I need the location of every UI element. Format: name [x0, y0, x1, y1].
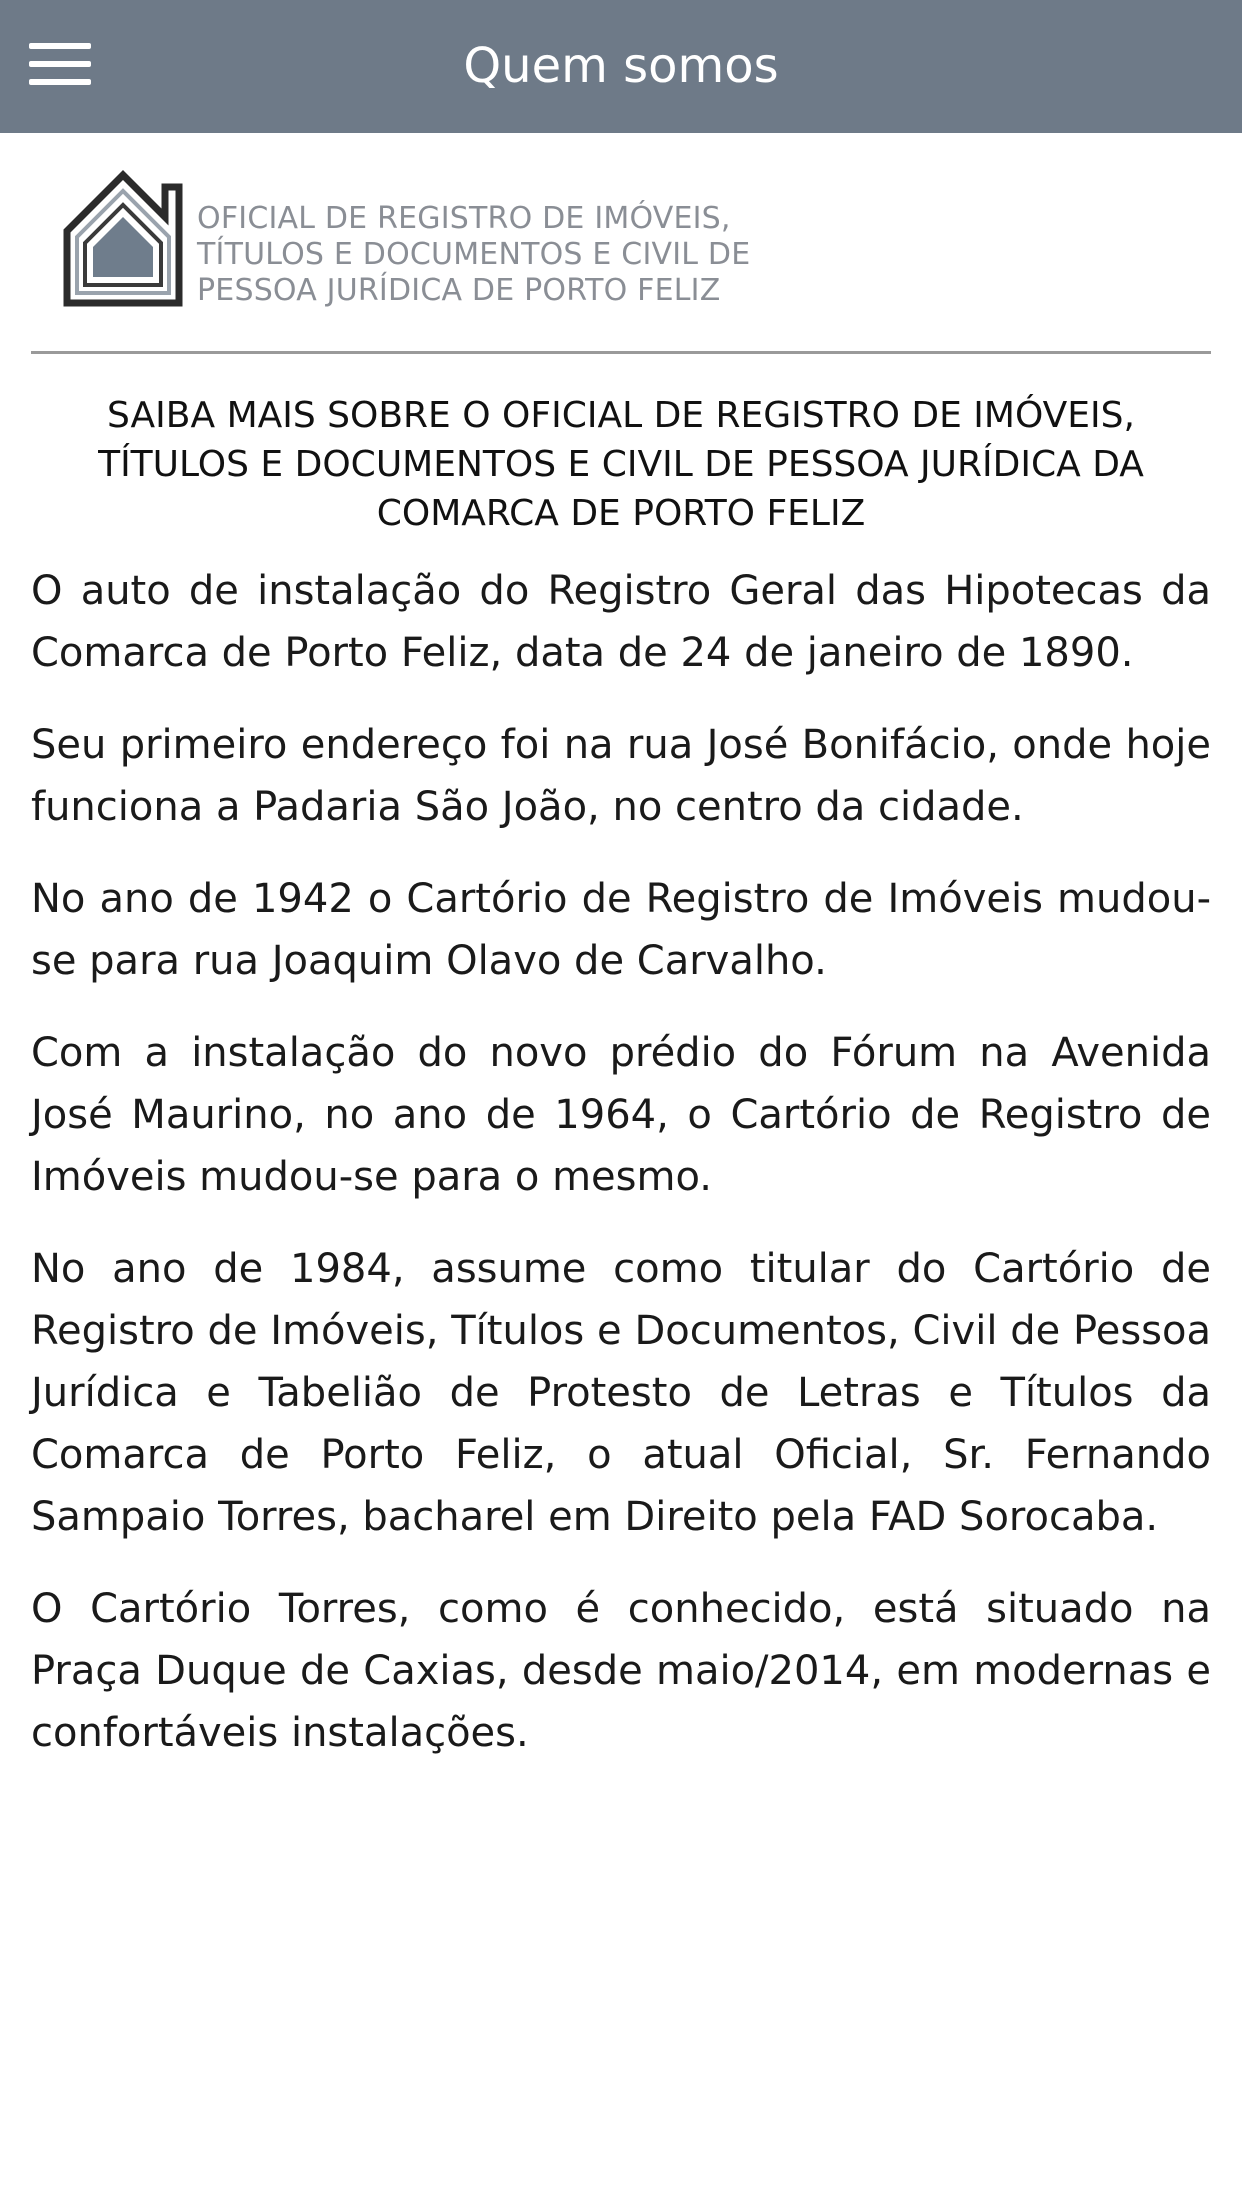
- history-paragraph: No ano de 1942 o Cartório de Registro de Imóveis mudou-se para rua Joaquim Olavo de Carvalho.: [31, 876, 1211, 984]
- history-paragraph: O Cartório Torres, como é conhecido, está situado na Praça Duque de Caxias, desde maio/2014, em modernas e confortáveis instalações.: [31, 1586, 1211, 1756]
- history-paragraph: O auto de instalação do Registro Geral das Hipotecas da Comarca de Porto Feliz, data de 24 de janeiro de 1890.: [31, 568, 1211, 676]
- page-title: Quem somos: [463, 38, 779, 94]
- logo-line: OFICIAL DE REGISTRO DE IMÓVEIS,: [197, 201, 731, 236]
- menu-bar: [29, 43, 91, 49]
- history-paragraph: No ano de 1984, assume como titular do Cartório de Registro de Imóveis, Títulos e Documentos, Civil de Pessoa Jurídica e Tabelião de Protesto de Letras e Títulos da Comarca de Porto Feliz, o atual Oficial, Sr. Fernando Sampaio Torres, bacharel em Direito pela FAD Sorocaba.: [31, 1246, 1211, 1540]
- history-paragraph: Seu primeiro endereço foi na rua José Bonifácio, onde hoje funciona a Padaria São João, no centro da cidade.: [31, 722, 1211, 830]
- main-content: [31, 133, 1211, 1764]
- history-paragraph: Com a instalação do novo prédio do Fórum na Avenida José Maurino, no ano de 1964, o Cartório de Registro de Imóveis mudou-se para o mesmo.: [31, 1030, 1211, 1200]
- logo-line: TÍTULOS E DOCUMENTOS E CIVIL DE: [197, 237, 751, 272]
- section-heading: SAIBA MAIS SOBRE O OFICIAL DE REGISTRO DE IMÓVEIS, TÍTULOS E DOCUMENTOS E CIVIL DE PESSOA JURÍDICA DA COMARCA DE PORTO FELIZ: [98, 395, 1144, 534]
- menu-bar: [29, 79, 91, 85]
- hamburger-menu-icon[interactable]: [29, 40, 91, 88]
- house-logo-icon: [61, 169, 185, 307]
- organization-logo: [31, 133, 1211, 351]
- logo-text: [197, 201, 750, 309]
- logo-line: PESSOA JURÍDICA DE PORTO FELIZ: [197, 273, 721, 308]
- menu-bar: [29, 61, 91, 67]
- top-app-bar: [0, 0, 1242, 133]
- section-divider: [31, 351, 1211, 354]
